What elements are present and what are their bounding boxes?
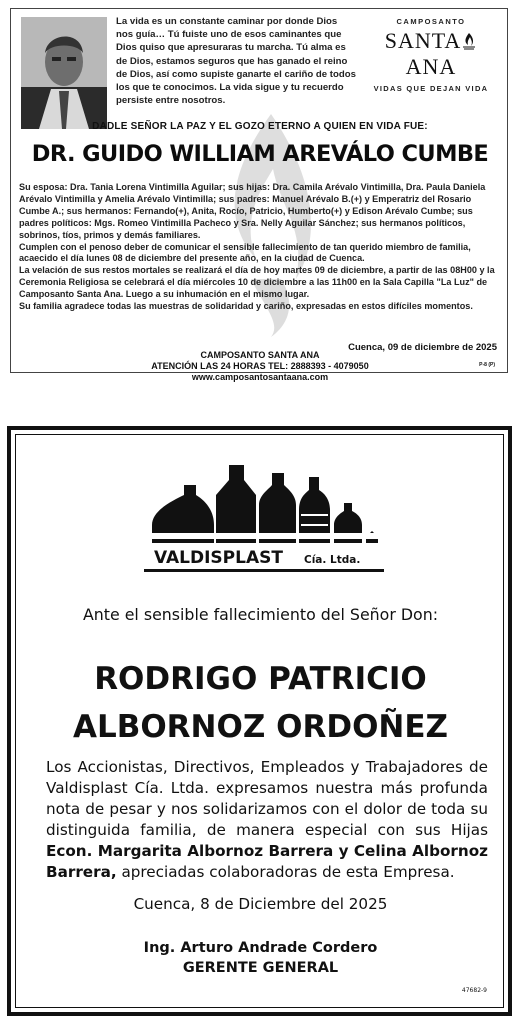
- flame-logo-icon: [462, 32, 476, 50]
- notice-date: Cuenca, 09 de diciembre de 2025: [348, 342, 497, 353]
- obituary-notice-2: [7, 426, 512, 1016]
- signer-name: Ing. Arturo Andrade Cordero: [143, 940, 378, 956]
- deceased-name-line2: ALBORNOZ ORDOÑEZ: [72, 709, 449, 745]
- logo-brand-text: VALDISPLAST: [154, 548, 283, 568]
- logo-tagline: VIDAS QUE DEJAN VIDA: [373, 84, 489, 93]
- signer-title: GERENTE GENERAL: [182, 960, 339, 976]
- condolence-body: [46, 757, 488, 883]
- notice-date: Cuenca, 8 de Diciembre del 2025: [133, 895, 388, 913]
- logo-suffix-text: Cía. Ltda.: [304, 554, 361, 566]
- logo-top-text: CAMPOSANTO: [396, 17, 466, 26]
- valdisplast-logo: [144, 455, 384, 581]
- publication-code: P-8 (P): [479, 362, 495, 368]
- publication-code: 47682-9: [461, 987, 487, 994]
- logo-name-right: ANA: [405, 54, 457, 79]
- inner-frame: [15, 434, 504, 1008]
- dedication-text: DADLE SEÑOR LA PAZ Y EL GOZO ETERNO A QUIEN EN VIDA FUE:: [92, 121, 428, 132]
- logo-name-left: SANTA: [384, 28, 462, 53]
- intro-text: La vida es un constante caminar por donde Dios nos guía… Tú fuiste uno de esos caminantes que Dios quiso que apresuraras tu marcha. Tú alma es de Dios, estamos seguros que has ganado el reino de Dios, así como supiste ganarte el cariño de todos los que te conocimos. La vida sigue y tu recuerdo persiste entre nosotros.: [116, 16, 356, 107]
- deceased-name: [16, 655, 505, 751]
- signature-block: [16, 938, 505, 978]
- notice-body: [19, 182, 501, 313]
- announcement-paragraph: Cumplen con el penoso deber de comunicar el sensible fallecimiento de tan querido miembro de familia, acaecido el día lunes 08 de diciembre del presente año, en la ciudad de Cuenca.: [19, 241, 471, 264]
- family-paragraph: Su esposa: Dra. Tania Lorena Vintimilla Aguilar; sus hijas: Dra. Camila Arévalo Vintimilla, Dra. Paula Daniela Arévalo Vintimilla y Amelia Arévalo Vintimilla; sus padres: Manuel Arévalo B.(+) y Emperatriz del Rosario Cumbe A.; sus hermanos: Fernando(+), Anita, Rocío, Patricio, Humberto(+) y Edison Arévalo Cumbe; sus padres políticos: Mgs. Romeo Vintimilla Pacheco y Sra. Nelly Aguilar Sánchez; sus hermanos políticos, sobrinos, tíos, primos y demás familiares.: [19, 182, 486, 240]
- body-text-part2: apreciadas colaboradoras de esta Empresa.: [116, 863, 455, 881]
- obituary-notice-1: [10, 8, 508, 382]
- body-text-part1: Los Accionistas, Directivos, Empleados y Trabajadores de Valdisplast Cía. Ltda. expresamos nuestra más profunda nota de pesar y nos solidarizamos con el dolor de toda su distinguida familia, de manera especial con sus Hijas: [46, 758, 488, 839]
- intro-line: Ante el sensible fallecimiento del Señor Don:: [82, 605, 439, 624]
- ceremony-paragraph: La velación de sus restos mortales se realizará el día de hoy martes 09 de diciembre, a partir de las 08H00 y la Ceremonia Religiosa se celebrará el día miércoles 10 de diciembre a las 11h00 en la Sala Capilla "La Luz" de Camposanto Santa Ana. Luego a su inhumación en el mismo lugar.: [19, 265, 495, 300]
- bottles-icon: [144, 455, 384, 581]
- notice-footer: [11, 350, 509, 383]
- footer-website: www.camposantosantaana.com: [191, 372, 329, 382]
- deceased-name-line1: RODRIGO PATRICIO: [94, 661, 427, 697]
- body-bold-names: Econ. Margarita Albornoz Barrera y Celina Albornoz Barrera,: [46, 842, 488, 881]
- deceased-name: DR. GUIDO WILLIAM AREVÁLO CUMBE: [31, 141, 489, 167]
- camposanto-logo: [361, 17, 501, 93]
- footer-company: CAMPOSANTO SANTA ANA: [200, 350, 320, 360]
- logo-name: [361, 28, 501, 80]
- footer-phone: ATENCIÓN LAS 24 HORAS TEL: 2888393 - 4079050: [151, 361, 369, 371]
- thanks-paragraph: Su familia agradece todas las muestras de solidaridad y cariño, expresadas en estos difíciles momentos.: [19, 301, 473, 312]
- deceased-portrait-photo: [21, 17, 107, 129]
